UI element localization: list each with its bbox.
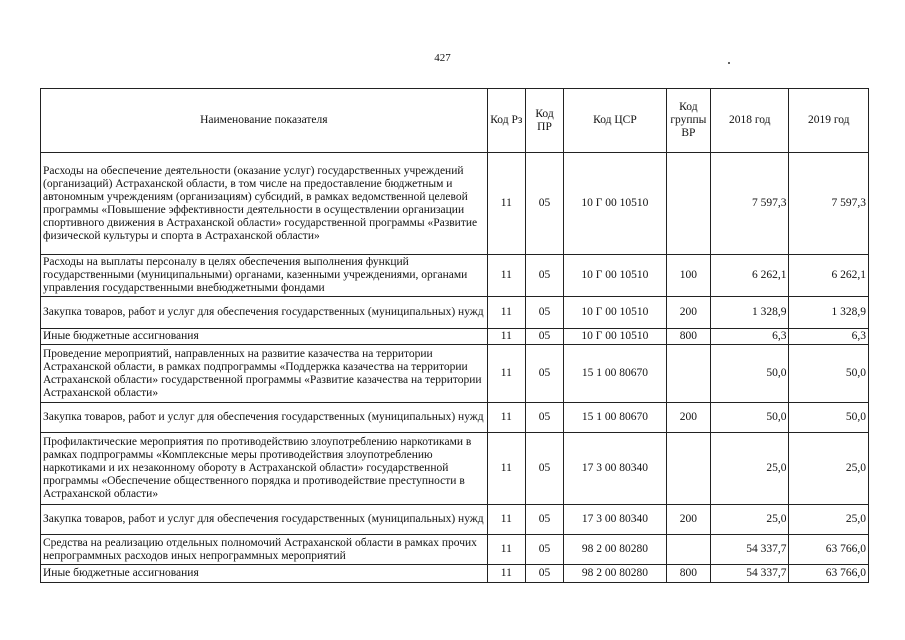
page-number: 427	[434, 52, 451, 64]
row-vr: 200	[666, 297, 710, 329]
table-row	[41, 153, 869, 255]
row-name: Закупка товаров, работ и услуг для обеспечения государственных (муниципальных) нужд	[41, 403, 488, 433]
header-vr: Код группы ВР	[666, 89, 710, 153]
row-2018: 7 597,3	[711, 153, 789, 255]
table-row	[41, 255, 869, 297]
header-csr: Код ЦСР	[564, 89, 667, 153]
header-2019: 2019 год	[789, 89, 869, 153]
row-name: Иные бюджетные ассигнования	[41, 565, 488, 583]
row-2018: 50,0	[711, 345, 789, 403]
row-rz: 11	[487, 433, 525, 505]
row-2019: 63 766,0	[789, 535, 869, 565]
budget-table	[40, 88, 869, 583]
row-name: Средства на реализацию отдельных полномочий Астраханской области в рамках прочих непрограммных расходов иных непрограммных мероприятий	[41, 535, 488, 565]
row-2018: 54 337,7	[711, 535, 789, 565]
table-row	[41, 433, 869, 505]
row-csr: 10 Г 00 10510	[564, 297, 667, 329]
row-name: Закупка товаров, работ и услуг для обеспечения государственных (муниципальных) нужд	[41, 297, 488, 329]
row-2019: 25,0	[789, 505, 869, 535]
row-name: Иные бюджетные ассигнования	[41, 329, 488, 345]
row-vr: 100	[666, 255, 710, 297]
row-2019: 6 262,1	[789, 255, 869, 297]
row-vr: 800	[666, 565, 710, 583]
row-pr: 05	[525, 505, 563, 535]
header-name: Наименование показателя	[41, 89, 488, 153]
row-2018: 25,0	[711, 505, 789, 535]
table-header-row	[41, 89, 869, 153]
row-name: Расходы на выплаты персоналу в целях обеспечения выполнения функций государственными (муниципальными) органами, казенными учреждениями, органами управления государственными внебюджетными фондами	[41, 255, 488, 297]
row-vr: 200	[666, 403, 710, 433]
row-2018: 6 262,1	[711, 255, 789, 297]
row-csr: 10 Г 00 10510	[564, 255, 667, 297]
row-pr: 05	[525, 153, 563, 255]
row-csr: 15 1 00 80670	[564, 403, 667, 433]
row-name: Профилактические мероприятия по противодействию злоупотреблению наркотиками в рамках подпрограммы «Комплексные меры противодействия злоупотреблению наркотиками и их незаконному обороту в Астраханской области» государственной программы «Обеспечение общественного порядка и противодействие преступности в Астраханской области»	[41, 433, 488, 505]
header-pr: Код ПР	[525, 89, 563, 153]
table-row	[41, 535, 869, 565]
row-name: Расходы на обеспечение деятельности (оказание услуг) государственных учреждений (организаций) Астраханской области, в том числе на предоставление бюджетным и автономным учреждениям (организациям) субсидий, в рамках ведомственной целевой программы «Повышение эффективности деятельности в осуществлении организации спортивного движения в Астраханской области» государственной программы «Развитие физической культуры и спорта в Астраханской области»	[41, 153, 488, 255]
row-csr: 10 Г 00 10510	[564, 153, 667, 255]
row-2019: 6,3	[789, 329, 869, 345]
scan-dot	[728, 62, 730, 64]
row-csr: 98 2 00 80280	[564, 535, 667, 565]
row-pr: 05	[525, 329, 563, 345]
row-pr: 05	[525, 535, 563, 565]
row-pr: 05	[525, 345, 563, 403]
row-2019: 25,0	[789, 433, 869, 505]
row-rz: 11	[487, 297, 525, 329]
row-rz: 11	[487, 329, 525, 345]
table-row	[41, 403, 869, 433]
row-csr: 17 3 00 80340	[564, 505, 667, 535]
row-csr: 98 2 00 80280	[564, 565, 667, 583]
table-row	[41, 345, 869, 403]
row-2018: 54 337,7	[711, 565, 789, 583]
row-name: Проведение мероприятий, направленных на развитие казачества на территории Астраханской области, в рамках подпрограммы «Поддержка казачества на территории Астраханской области» государственной программы «Развитие казачества на территории Астраханской области»	[41, 345, 488, 403]
table-row	[41, 565, 869, 583]
row-rz: 11	[487, 345, 525, 403]
header-rz: Код Рз	[487, 89, 525, 153]
row-vr	[666, 535, 710, 565]
row-2018: 6,3	[711, 329, 789, 345]
row-rz: 11	[487, 153, 525, 255]
row-vr: 200	[666, 505, 710, 535]
row-csr: 10 Г 00 10510	[564, 329, 667, 345]
header-2018: 2018 год	[711, 89, 789, 153]
row-pr: 05	[525, 297, 563, 329]
row-vr	[666, 433, 710, 505]
row-name: Закупка товаров, работ и услуг для обеспечения государственных (муниципальных) нужд	[41, 505, 488, 535]
row-2018: 1 328,9	[711, 297, 789, 329]
row-2018: 25,0	[711, 433, 789, 505]
row-2019: 7 597,3	[789, 153, 869, 255]
row-csr: 17 3 00 80340	[564, 433, 667, 505]
row-vr	[666, 345, 710, 403]
row-pr: 05	[525, 565, 563, 583]
row-pr: 05	[525, 403, 563, 433]
row-2018: 50,0	[711, 403, 789, 433]
table-row	[41, 505, 869, 535]
table-row	[41, 329, 869, 345]
row-vr: 800	[666, 329, 710, 345]
row-rz: 11	[487, 505, 525, 535]
row-2019: 50,0	[789, 345, 869, 403]
row-rz: 11	[487, 565, 525, 583]
table-row	[41, 297, 869, 329]
row-2019: 63 766,0	[789, 565, 869, 583]
row-vr	[666, 153, 710, 255]
row-2019: 50,0	[789, 403, 869, 433]
row-2019: 1 328,9	[789, 297, 869, 329]
row-csr: 15 1 00 80670	[564, 345, 667, 403]
row-rz: 11	[487, 403, 525, 433]
row-rz: 11	[487, 255, 525, 297]
row-pr: 05	[525, 255, 563, 297]
row-pr: 05	[525, 433, 563, 505]
row-rz: 11	[487, 535, 525, 565]
